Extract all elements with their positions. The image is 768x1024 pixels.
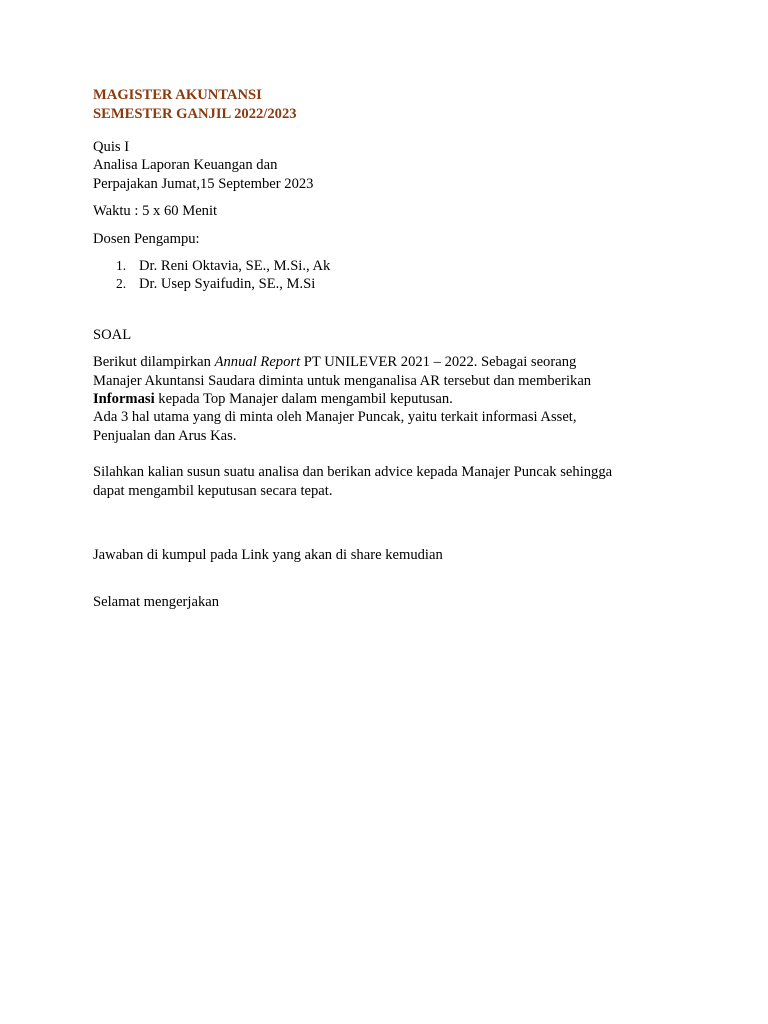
description-line-3 [93,390,668,408]
description-text: PT UNILEVER 2021 – 2022. Sebagai seorang [300,354,577,371]
description-line-1 [93,353,668,371]
course-line-2: Perpajakan Jumat,15 September 2023 [93,175,314,192]
description-line-2: Manajer Akuntansi Saudara diminta untuk menganalisa AR tersebut dan memberikan [93,372,592,389]
list-item [116,275,668,293]
lecturers-label: Dosen Pengampu: [93,230,200,247]
list-number: 1. [116,258,127,274]
informasi-term: Informasi [93,391,155,408]
closing-note: Selamat mengerjakan [93,593,220,610]
submission-note: Jawaban di kumpul pada Link yang akan di share kemudian [93,547,443,564]
lecturers-list [93,257,668,294]
lecturer-name: Dr. Reni Oktavia, SE., M.Si., Ak [139,258,331,275]
time-allocation: Waktu : 5 x 60 Menit [93,203,218,220]
course-line-1: Analisa Laporan Keuangan dan [93,157,278,174]
semester-heading: SEMESTER GANJIL 2022/2023 [93,106,297,122]
program-heading: MAGISTER AKUNTANSI [93,87,262,103]
section-title: SOAL [93,326,132,343]
list-item [116,257,668,275]
instruction-line-1: Silahkan kalian susun suatu analisa dan berikan advice kepada Manajer Puncak sehingga [93,464,613,481]
list-number: 2. [116,276,127,292]
annual-report-term: Annual Report [214,354,301,371]
description-line-4: Ada 3 hal utama yang di minta oleh Manajer Puncak, yaitu terkait informasi Asset, [93,409,577,426]
quiz-title: Quis I [93,139,130,155]
instruction-line-2: dapat mengambil keputusan secara tepat. [93,482,333,499]
description-text: kepada Top Manajer dalam mengambil keputusan. [154,391,453,408]
quiz-info [93,138,668,193]
lecturer-name: Dr. Usep Syaifudin, SE., M.Si [139,276,316,293]
description-line-5: Penjualan dan Arus Kas. [93,427,237,444]
description-text: Berikut dilampirkan [93,354,215,371]
question-description [93,353,668,445]
instruction [93,463,668,500]
